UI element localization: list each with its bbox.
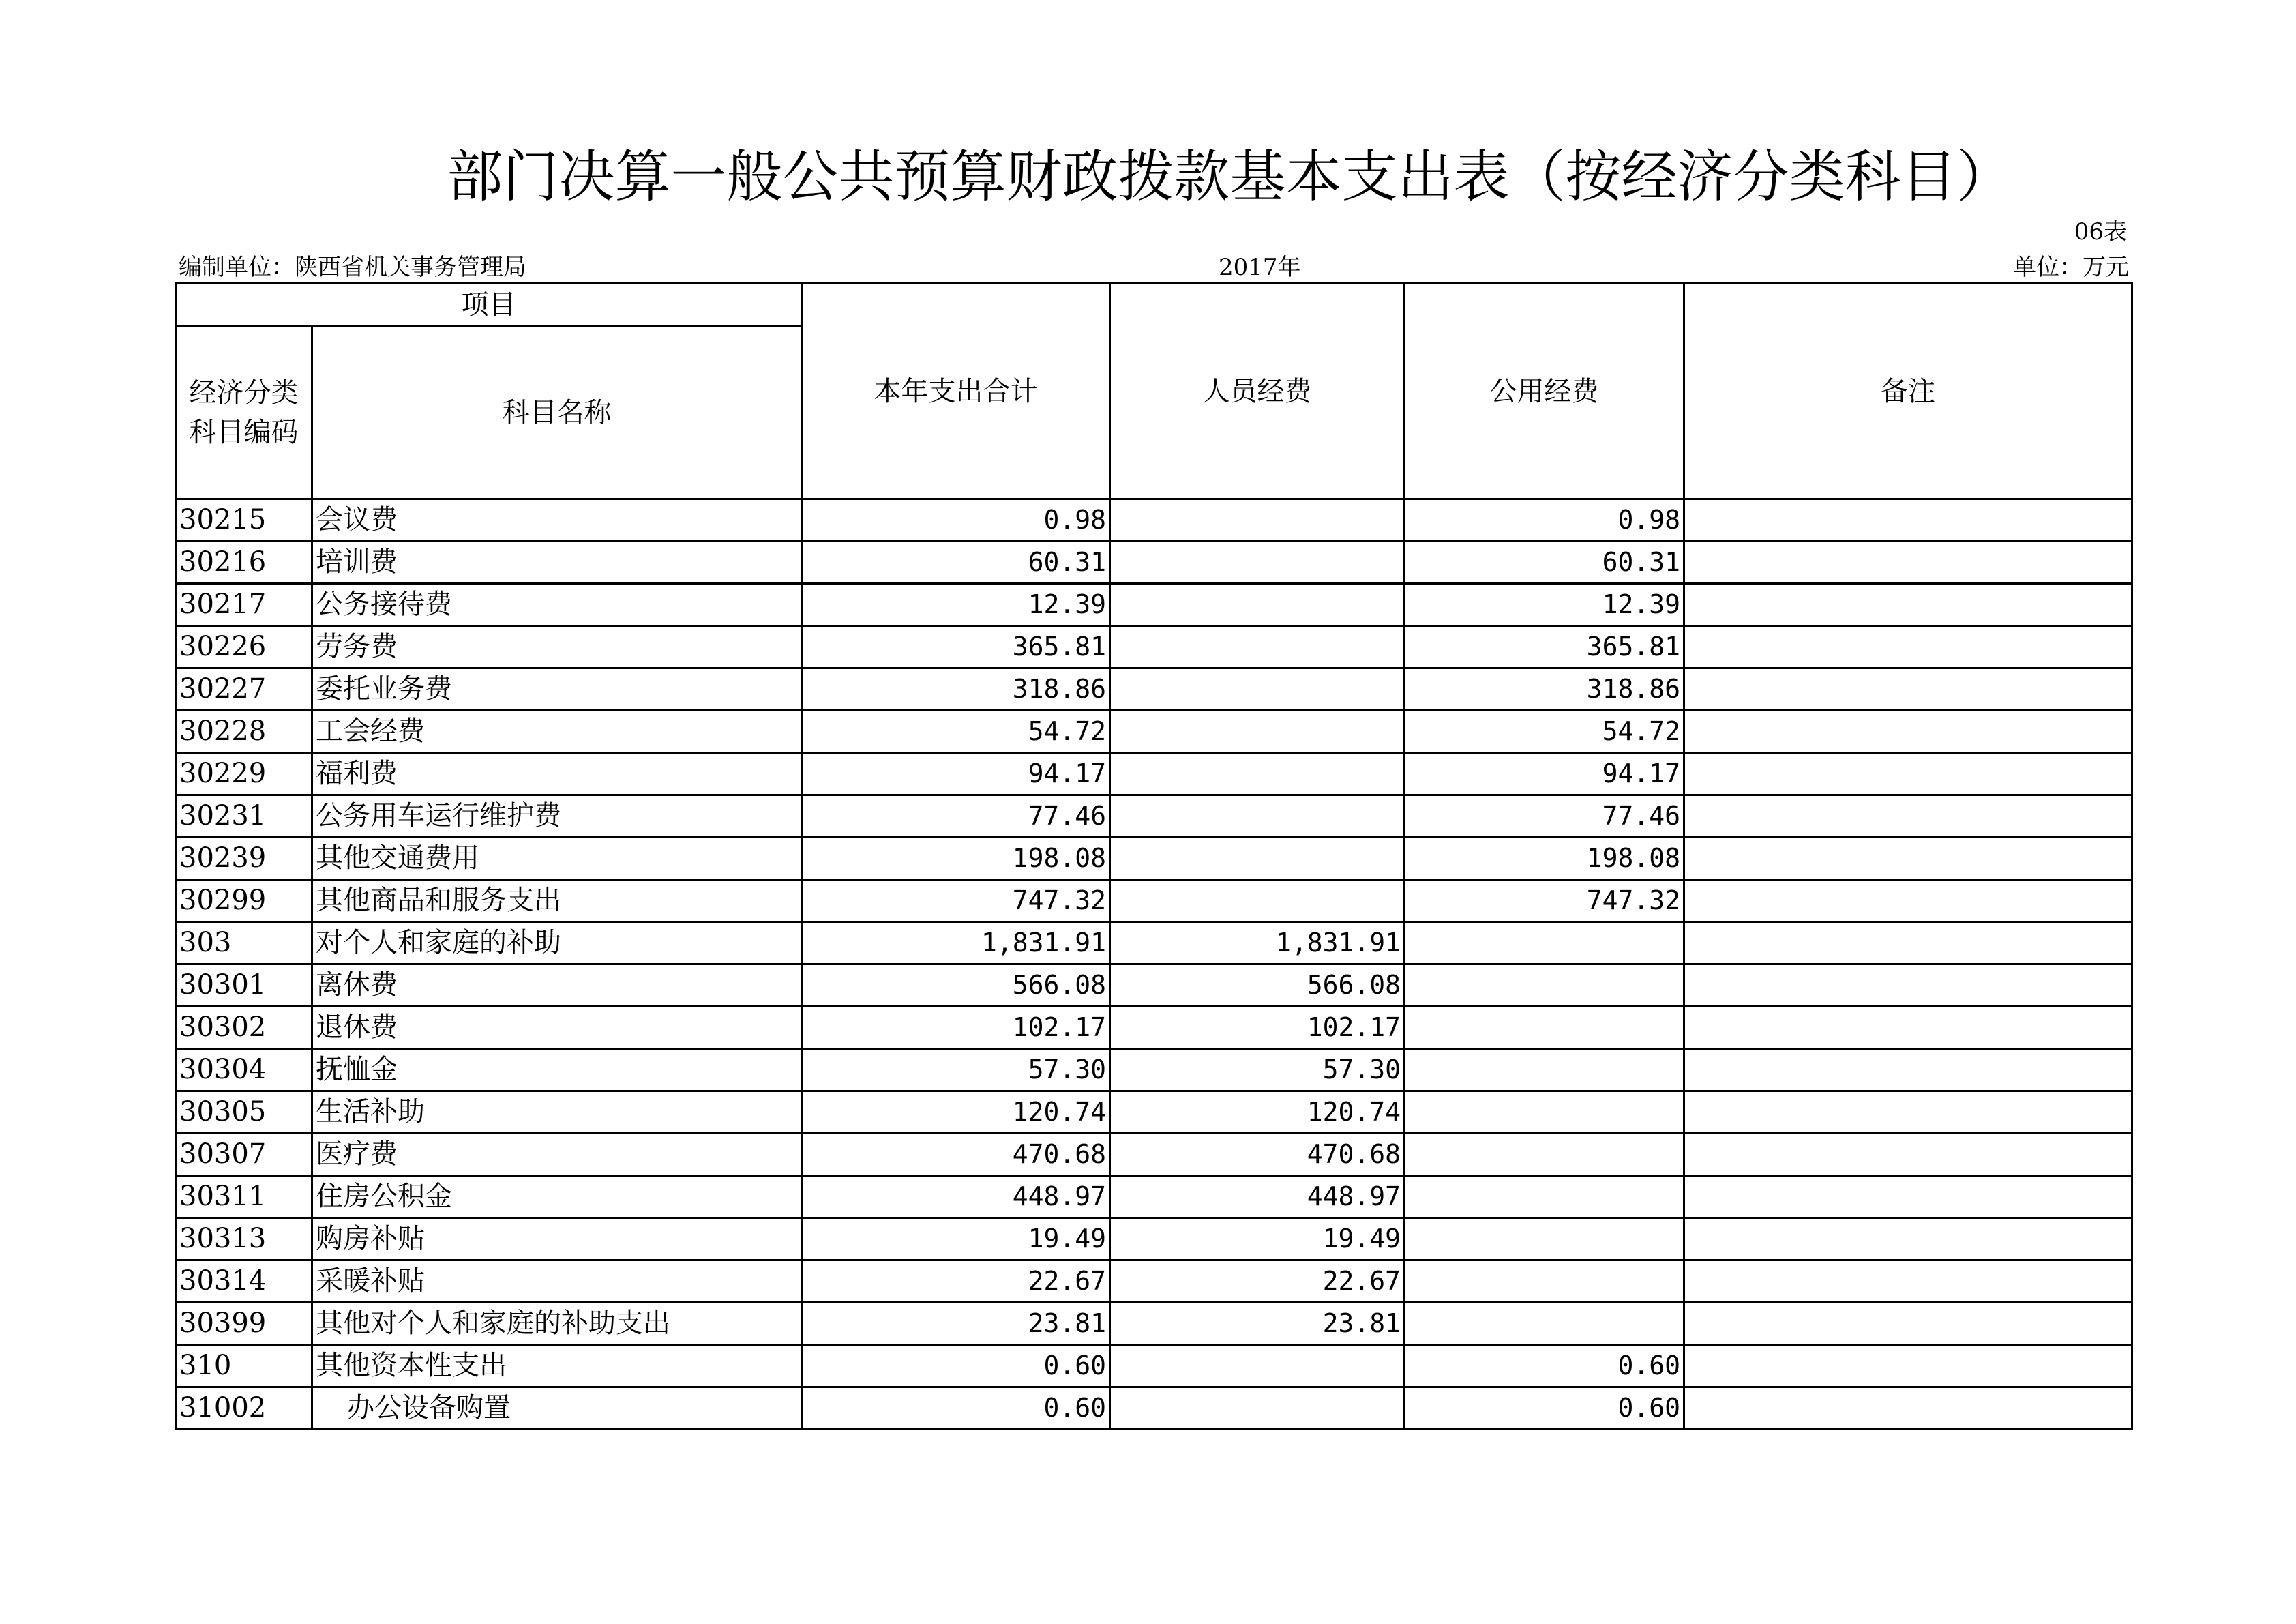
row-remark <box>1684 584 2132 626</box>
row-personnel <box>1110 626 1405 668</box>
row-personnel <box>1110 668 1405 711</box>
row-public: 198.08 <box>1405 838 1684 880</box>
row-remark <box>1684 1007 2132 1049</box>
row-name: 公务用车运行维护费 <box>312 795 802 838</box>
row-total: 470.68 <box>802 1134 1110 1176</box>
row-total: 566.08 <box>802 964 1110 1007</box>
row-personnel: 120.74 <box>1110 1091 1405 1134</box>
table-row <box>176 1049 2132 1091</box>
row-public: 747.32 <box>1405 880 1684 922</box>
table-row <box>176 964 2132 1007</box>
row-personnel: 102.17 <box>1110 1007 1405 1049</box>
row-remark <box>1684 542 2132 584</box>
row-remark <box>1684 1049 2132 1091</box>
row-public: 0.60 <box>1405 1387 1684 1430</box>
row-personnel <box>1110 584 1405 626</box>
row-public <box>1405 1091 1684 1134</box>
table-row <box>176 1218 2132 1260</box>
row-name: 福利费 <box>312 753 802 795</box>
header-remark: 备注 <box>1684 284 2132 499</box>
row-public <box>1405 964 1684 1007</box>
row-public <box>1405 1260 1684 1303</box>
compiling-unit: 编制单位：陕西省机关事务管理局 <box>179 254 526 281</box>
row-name: 离休费 <box>312 964 802 1007</box>
row-remark <box>1684 795 2132 838</box>
row-public: 318.86 <box>1405 668 1684 711</box>
row-code: 31002 <box>176 1387 312 1430</box>
row-total: 60.31 <box>802 542 1110 584</box>
header-code <box>176 327 312 499</box>
table-row <box>176 880 2132 922</box>
row-code: 30299 <box>176 880 312 922</box>
row-remark <box>1684 1134 2132 1176</box>
row-personnel <box>1110 795 1405 838</box>
row-code: 30227 <box>176 668 312 711</box>
table-body <box>176 499 2132 1430</box>
row-code: 30399 <box>176 1303 312 1345</box>
table-row <box>176 1387 2132 1430</box>
row-total: 365.81 <box>802 626 1110 668</box>
row-total: 54.72 <box>802 711 1110 753</box>
row-code: 30302 <box>176 1007 312 1049</box>
row-name: 其他对个人和家庭的补助支出 <box>312 1303 802 1345</box>
row-code: 303 <box>176 922 312 964</box>
row-personnel <box>1110 711 1405 753</box>
currency-unit: 单位：万元 <box>2013 254 2129 281</box>
header-item: 项目 <box>176 284 802 327</box>
row-remark <box>1684 880 2132 922</box>
report-year: 2017年 <box>1219 254 1301 281</box>
row-name: 其他资本性支出 <box>312 1345 802 1387</box>
row-public: 365.81 <box>1405 626 1684 668</box>
row-personnel <box>1110 542 1405 584</box>
row-name: 退休费 <box>312 1007 802 1049</box>
row-remark <box>1684 1091 2132 1134</box>
row-remark <box>1684 753 2132 795</box>
row-total: 747.32 <box>802 880 1110 922</box>
row-total: 23.81 <box>802 1303 1110 1345</box>
row-personnel <box>1110 499 1405 542</box>
expenditure-table <box>175 282 2133 1430</box>
row-total: 0.60 <box>802 1345 1110 1387</box>
row-public <box>1405 1134 1684 1176</box>
row-public: 60.31 <box>1405 542 1684 584</box>
row-name: 工会经费 <box>312 711 802 753</box>
row-total: 22.67 <box>802 1260 1110 1303</box>
row-code: 30228 <box>176 711 312 753</box>
row-code: 30229 <box>176 753 312 795</box>
row-personnel <box>1110 1387 1405 1430</box>
row-remark <box>1684 1303 2132 1345</box>
row-total: 102.17 <box>802 1007 1110 1049</box>
table-row <box>176 626 2132 668</box>
row-code: 30217 <box>176 584 312 626</box>
row-public <box>1405 1218 1684 1260</box>
row-remark <box>1684 499 2132 542</box>
row-total: 318.86 <box>802 668 1110 711</box>
row-code: 30307 <box>176 1134 312 1176</box>
row-personnel: 23.81 <box>1110 1303 1405 1345</box>
row-public <box>1405 1049 1684 1091</box>
row-name: 培训费 <box>312 542 802 584</box>
row-public <box>1405 1303 1684 1345</box>
form-number: 06表 <box>2074 218 2127 246</box>
row-public: 94.17 <box>1405 753 1684 795</box>
row-total: 198.08 <box>802 838 1110 880</box>
row-remark <box>1684 1176 2132 1218</box>
row-personnel <box>1110 753 1405 795</box>
row-remark <box>1684 922 2132 964</box>
row-total: 57.30 <box>802 1049 1110 1091</box>
table-row <box>176 922 2132 964</box>
row-code: 30215 <box>176 499 312 542</box>
row-total: 94.17 <box>802 753 1110 795</box>
header-code-text: 经济分类科目编码 <box>189 377 299 448</box>
row-public <box>1405 1176 1684 1218</box>
row-name: 购房补贴 <box>312 1218 802 1260</box>
table-row <box>176 838 2132 880</box>
row-name: 住房公积金 <box>312 1176 802 1218</box>
row-name: 采暖补贴 <box>312 1260 802 1303</box>
row-total: 0.98 <box>802 499 1110 542</box>
row-total: 448.97 <box>802 1176 1110 1218</box>
row-remark <box>1684 964 2132 1007</box>
row-remark <box>1684 668 2132 711</box>
row-remark <box>1684 711 2132 753</box>
row-code: 30239 <box>176 838 312 880</box>
row-remark <box>1684 838 2132 880</box>
row-public: 0.98 <box>1405 499 1684 542</box>
row-personnel <box>1110 838 1405 880</box>
row-remark <box>1684 1345 2132 1387</box>
table-row <box>176 1007 2132 1049</box>
row-public: 12.39 <box>1405 584 1684 626</box>
header-personnel: 人员经费 <box>1110 284 1405 499</box>
row-remark <box>1684 626 2132 668</box>
row-name: 医疗费 <box>312 1134 802 1176</box>
row-name: 劳务费 <box>312 626 802 668</box>
row-total: 1,831.91 <box>802 922 1110 964</box>
row-name: 办公设备购置 <box>312 1387 802 1430</box>
row-code: 30305 <box>176 1091 312 1134</box>
table-row <box>176 668 2132 711</box>
row-personnel: 566.08 <box>1110 964 1405 1007</box>
row-remark <box>1684 1387 2132 1430</box>
row-total: 0.60 <box>802 1387 1110 1430</box>
row-code: 310 <box>176 1345 312 1387</box>
page-title: 部门决算一般公共预算财政拨款基本支出表（按经济分类科目） <box>447 145 2013 209</box>
row-remark <box>1684 1260 2132 1303</box>
row-code: 30216 <box>176 542 312 584</box>
table-row <box>176 711 2132 753</box>
header-total: 本年支出合计 <box>802 284 1110 499</box>
row-name: 会议费 <box>312 499 802 542</box>
row-public <box>1405 1007 1684 1049</box>
row-public <box>1405 922 1684 964</box>
row-public: 0.60 <box>1405 1345 1684 1387</box>
table-row <box>176 1260 2132 1303</box>
header-name: 科目名称 <box>312 327 802 499</box>
row-name: 生活补助 <box>312 1091 802 1134</box>
row-code: 30314 <box>176 1260 312 1303</box>
row-total: 12.39 <box>802 584 1110 626</box>
row-name: 抚恤金 <box>312 1049 802 1091</box>
row-total: 77.46 <box>802 795 1110 838</box>
row-remark <box>1684 1218 2132 1260</box>
row-code: 30231 <box>176 795 312 838</box>
row-personnel: 22.67 <box>1110 1260 1405 1303</box>
header-public: 公用经费 <box>1405 284 1684 499</box>
row-code: 30311 <box>176 1176 312 1218</box>
row-code: 30313 <box>176 1218 312 1260</box>
row-code: 30226 <box>176 626 312 668</box>
table-row <box>176 584 2132 626</box>
row-name: 委托业务费 <box>312 668 802 711</box>
row-total: 120.74 <box>802 1091 1110 1134</box>
row-code: 30301 <box>176 964 312 1007</box>
table-row <box>176 753 2132 795</box>
row-personnel: 1,831.91 <box>1110 922 1405 964</box>
row-personnel <box>1110 1345 1405 1387</box>
row-name: 其他商品和服务支出 <box>312 880 802 922</box>
row-name: 公务接待费 <box>312 584 802 626</box>
row-code: 30304 <box>176 1049 312 1091</box>
row-total: 19.49 <box>802 1218 1110 1260</box>
table-row <box>176 499 2132 542</box>
row-public: 77.46 <box>1405 795 1684 838</box>
row-public: 54.72 <box>1405 711 1684 753</box>
row-personnel <box>1110 880 1405 922</box>
row-personnel: 448.97 <box>1110 1176 1405 1218</box>
row-personnel: 57.30 <box>1110 1049 1405 1091</box>
table-row <box>176 1176 2132 1218</box>
table-row <box>176 1134 2132 1176</box>
table-row <box>176 1345 2132 1387</box>
meta-row <box>179 252 2129 282</box>
table-row <box>176 1091 2132 1134</box>
row-personnel: 470.68 <box>1110 1134 1405 1176</box>
table-row <box>176 1303 2132 1345</box>
row-personnel: 19.49 <box>1110 1218 1405 1260</box>
row-name: 对个人和家庭的补助 <box>312 922 802 964</box>
row-name: 其他交通费用 <box>312 838 802 880</box>
table-row <box>176 542 2132 584</box>
table-row <box>176 795 2132 838</box>
